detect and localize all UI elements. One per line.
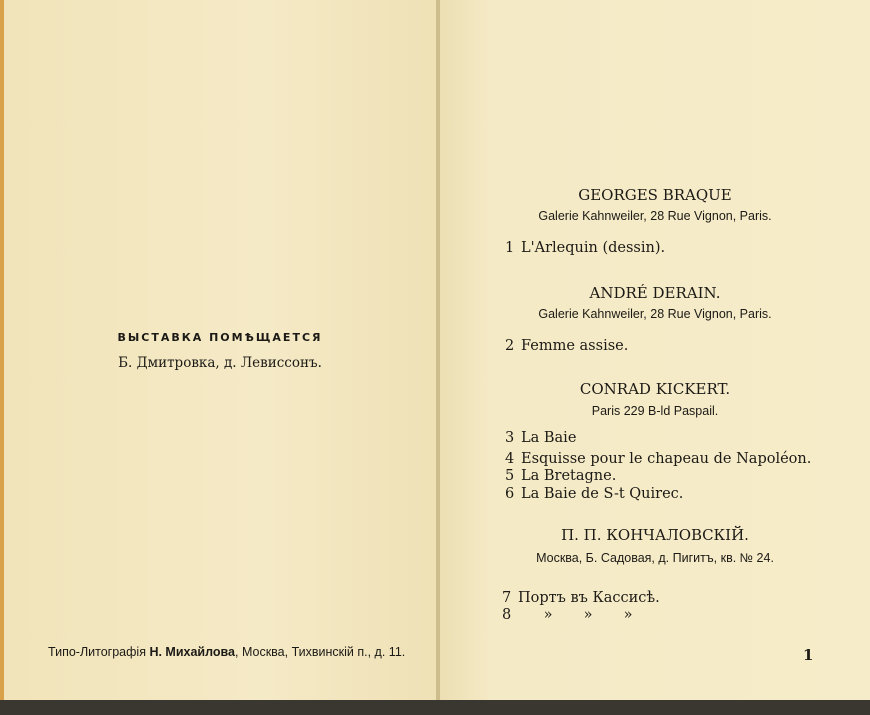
catalog-item — [505, 430, 576, 446]
catalog-item — [505, 486, 683, 502]
ditto-mark: » — [543, 607, 553, 623]
ditto-mark: » — [623, 607, 633, 623]
item-number: 5 — [505, 468, 515, 484]
artist-name: CONRAD KICKERT. — [579, 380, 731, 398]
item-number: 1 — [505, 240, 515, 256]
artist-name: ANDRÉ DERAIN. — [589, 284, 721, 302]
item-number: 2 — [505, 338, 515, 354]
item-number: 4 — [505, 451, 515, 467]
catalog-item — [505, 468, 616, 484]
printer-imprint — [48, 645, 405, 659]
item-title: Портъ въ Кассисѣ. — [518, 590, 660, 606]
printer-suffix: , Москва, Тихвинскій п., д. 11. — [235, 645, 406, 659]
venue-address: Б. Дмитровка, д. Левиссонъ. — [118, 355, 322, 371]
venue-title: ВЫСТАВКА ПОМѢЩАЕТСЯ — [117, 331, 323, 344]
artist-gallery: Москва, Б. Садовая, д. Пигитъ, кв. № 24. — [536, 551, 774, 565]
printer-prefix: Типо-Литографія — [48, 645, 150, 659]
item-title: Femme assise. — [521, 338, 629, 354]
item-number: 7 — [502, 590, 512, 606]
catalog-item — [502, 607, 648, 623]
item-title: L'Arlequin (dessin). — [521, 240, 666, 256]
item-title: La Baie de S-t Quirec. — [521, 486, 684, 502]
artist-gallery: Galerie Kahnweiler, 28 Rue Vignon, Paris. — [538, 307, 772, 321]
item-title: La Bretagne. — [521, 468, 617, 484]
artist-name: П. П. КОНЧАЛОВСКІЙ. — [561, 526, 749, 544]
left-page — [4, 0, 436, 700]
catalog-item — [505, 338, 628, 354]
artist-gallery: Paris 229 B-ld Paspail. — [591, 404, 719, 418]
item-number: 8 — [502, 607, 512, 623]
page-number: 1 — [803, 646, 814, 664]
catalog-item — [505, 240, 665, 256]
item-number: 3 — [505, 430, 515, 446]
artist-name: GEORGES BRAQUE — [578, 186, 732, 204]
catalog-item — [505, 451, 811, 467]
catalog-item — [502, 590, 660, 606]
artist-gallery: Galerie Kahnweiler, 28 Rue Vignon, Paris. — [538, 209, 772, 223]
ditto-mark: » — [583, 607, 593, 623]
item-number: 6 — [505, 486, 515, 502]
printer-name: Н. Михайлова — [149, 645, 235, 659]
item-title: Esquisse pour le chapeau de Napoléon. — [521, 451, 812, 467]
item-title: La Baie — [521, 430, 577, 446]
scan-bottom-edge — [0, 700, 870, 715]
